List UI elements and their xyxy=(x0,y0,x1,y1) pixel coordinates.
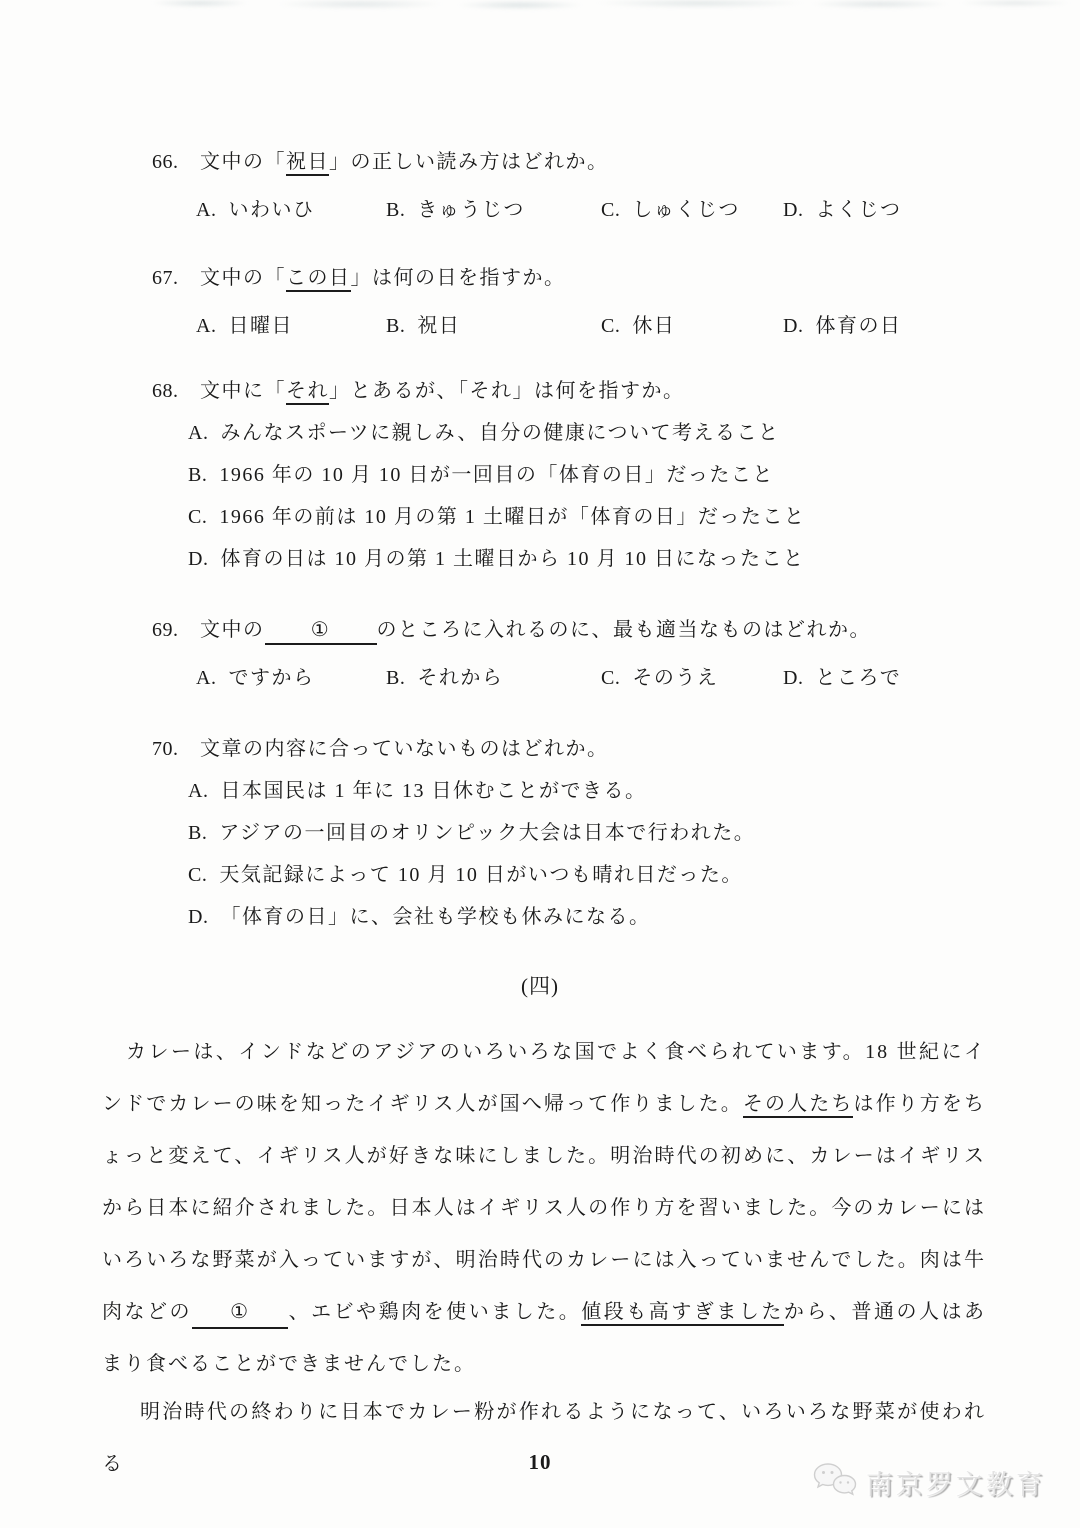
option-label: A. xyxy=(196,667,217,689)
passage-text: 明治時代の終わりに日本でカレー粉が作れるようになって、いろいろな野菜が使われる xyxy=(102,1401,986,1475)
question-69 xyxy=(152,614,901,694)
stem-text: 」とあるが、「それ」は何を指すか。 xyxy=(329,380,685,402)
passage-text: 、エビや鶏肉を使いました。 xyxy=(288,1301,582,1323)
option-label: A. xyxy=(188,780,209,802)
option-text: アジアの一回目のオリンピック大会は日本で行われた。 xyxy=(219,822,756,844)
watermark-text: 南京罗文教育 xyxy=(866,1470,1046,1500)
option-a xyxy=(196,194,386,226)
option-text: しゅくじつ xyxy=(632,199,740,221)
option-text: ところで xyxy=(815,667,902,689)
question-text xyxy=(200,146,609,178)
question-text xyxy=(200,733,609,765)
question-number: 70. xyxy=(152,738,179,760)
option-b xyxy=(188,817,755,849)
option-b xyxy=(386,194,601,226)
option-d xyxy=(188,901,755,933)
watermark xyxy=(812,1461,1046,1504)
option-text: 天気記録によって 10 月 10 日がいつも晴れ日だった。 xyxy=(219,864,743,886)
option-text: きゅうじつ xyxy=(417,199,525,221)
question-stem xyxy=(152,733,755,765)
option-b xyxy=(386,662,601,694)
option-label: B. xyxy=(386,199,406,221)
option-text: 「体育の日」に、会社も学校も休みになる。 xyxy=(220,906,651,928)
passage-text: カレーは、インドなどのアジアのいろいろな国でよく食べられています。18 世紀にインドでカレーの味を知ったイギリス人が国へ帰って作りました。 xyxy=(102,1041,986,1115)
passage-text: は作り方をちょっと変えて、イギリス人が好きな味にしました。明治時代の初めに、カレーはイギリスから日本に紹介されました。日本人はイギリス人の作り方を習いました。今のカレーにはいろいろな野菜が入っていますが、明治時代のカレーには入っていませんでした。肉は牛肉などの xyxy=(102,1093,987,1323)
question-stem xyxy=(152,614,901,646)
stem-text: 文中の「 xyxy=(200,267,286,289)
option-a xyxy=(196,310,386,342)
options-row xyxy=(196,194,901,226)
option-text: 1966 年の前は 10 月の第 1 土曜日が「体育の日」だったこと xyxy=(219,506,806,528)
stem-text: 文中の xyxy=(200,619,265,641)
option-label: B. xyxy=(188,822,208,844)
stem-text: 」は何の日を指すか。 xyxy=(350,267,566,289)
option-label: D. xyxy=(783,315,804,337)
passage-text: から、普通の人はあまり食べることができませんでした。 xyxy=(102,1301,987,1375)
question-stem xyxy=(152,262,901,294)
passage-underlined-term: その人たち xyxy=(743,1093,854,1118)
circled-number: ① xyxy=(230,1301,251,1323)
stem-text: のところに入れるのに、最も適当なものはどれか。 xyxy=(376,619,871,641)
stem-text: 文中に「 xyxy=(200,380,286,402)
option-label: C. xyxy=(188,864,208,886)
option-d xyxy=(783,194,901,226)
section-heading: (四) xyxy=(521,974,559,998)
page-number: 10 xyxy=(528,1450,552,1474)
option-label: C. xyxy=(601,315,621,337)
option-label: C. xyxy=(188,506,208,528)
option-c xyxy=(188,501,805,533)
option-text: 体育の日 xyxy=(815,315,902,337)
question-67 xyxy=(152,262,901,342)
stem-underlined-term: それ xyxy=(286,380,329,405)
option-text: ですから xyxy=(228,667,315,689)
option-label: C. xyxy=(601,199,621,221)
blank-with-circled-number xyxy=(192,1297,288,1329)
option-label: B. xyxy=(386,667,406,689)
option-text: 祝日 xyxy=(417,315,461,337)
question-text xyxy=(200,262,566,294)
option-d xyxy=(783,310,901,342)
question-number: 67. xyxy=(152,267,179,289)
question-text xyxy=(200,375,685,407)
option-a xyxy=(188,775,755,807)
option-c xyxy=(188,859,755,891)
option-label: D. xyxy=(783,199,804,221)
option-a xyxy=(188,417,805,449)
option-label: C. xyxy=(601,667,621,689)
blank-with-circled-number xyxy=(265,617,377,645)
option-c xyxy=(601,194,783,226)
question-70 xyxy=(152,733,755,933)
passage-underlined-term: 値段も高すぎました xyxy=(581,1301,784,1326)
option-label: A. xyxy=(196,199,217,221)
circled-number: ① xyxy=(310,619,331,641)
option-text: よくじつ xyxy=(815,199,902,221)
option-text: 日曜日 xyxy=(228,315,293,337)
option-text: 1966 年の 10 月 10 日が一回目の「体育の日」だったこと xyxy=(219,464,774,486)
wechat-icon xyxy=(812,1461,858,1504)
option-text: それから xyxy=(417,667,504,689)
stem-text: 」の正しい読み方はどれか。 xyxy=(329,151,609,173)
option-label: D. xyxy=(188,906,209,928)
options-list xyxy=(188,417,805,575)
options-row xyxy=(196,310,901,342)
option-text: 休日 xyxy=(632,315,676,337)
option-text: 日本国民は 1 年に 13 日休むことができる。 xyxy=(220,780,647,802)
question-66 xyxy=(152,146,901,226)
stem-text: 文中の「 xyxy=(200,151,286,173)
options-row xyxy=(196,662,901,694)
option-b xyxy=(386,310,601,342)
option-d xyxy=(783,662,901,694)
stem-text: 文章の内容に合っていないものはどれか。 xyxy=(200,738,609,760)
question-text xyxy=(200,614,871,646)
options-list xyxy=(188,775,755,933)
option-text: 体育の日は 10 月の第 1 土曜日から 10 月 10 日になったこと xyxy=(220,548,805,570)
stem-underlined-term: この日 xyxy=(286,267,351,292)
option-a xyxy=(196,662,386,694)
option-d xyxy=(188,543,805,575)
stem-underlined-term: 祝日 xyxy=(286,151,329,176)
question-stem xyxy=(152,375,805,407)
question-68 xyxy=(152,375,805,575)
passage-paragraph-1 xyxy=(102,1026,986,1390)
scan-smudge-artifact xyxy=(0,0,1080,18)
option-label: B. xyxy=(386,315,406,337)
option-text: そのうえ xyxy=(632,667,719,689)
option-text: みんなスポーツに親しみ、自分の健康について考えること xyxy=(220,422,780,444)
option-c xyxy=(601,662,783,694)
option-label: D. xyxy=(783,667,804,689)
option-text: いわいひ xyxy=(228,199,315,221)
option-c xyxy=(601,310,783,342)
question-number: 69. xyxy=(152,619,179,641)
option-label: A. xyxy=(196,315,217,337)
option-label: A. xyxy=(188,422,209,444)
option-label: B. xyxy=(188,464,208,486)
question-stem xyxy=(152,146,901,178)
question-number: 68. xyxy=(152,380,179,402)
option-label: D. xyxy=(188,548,209,570)
option-b xyxy=(188,459,805,491)
question-number: 66. xyxy=(152,151,179,173)
